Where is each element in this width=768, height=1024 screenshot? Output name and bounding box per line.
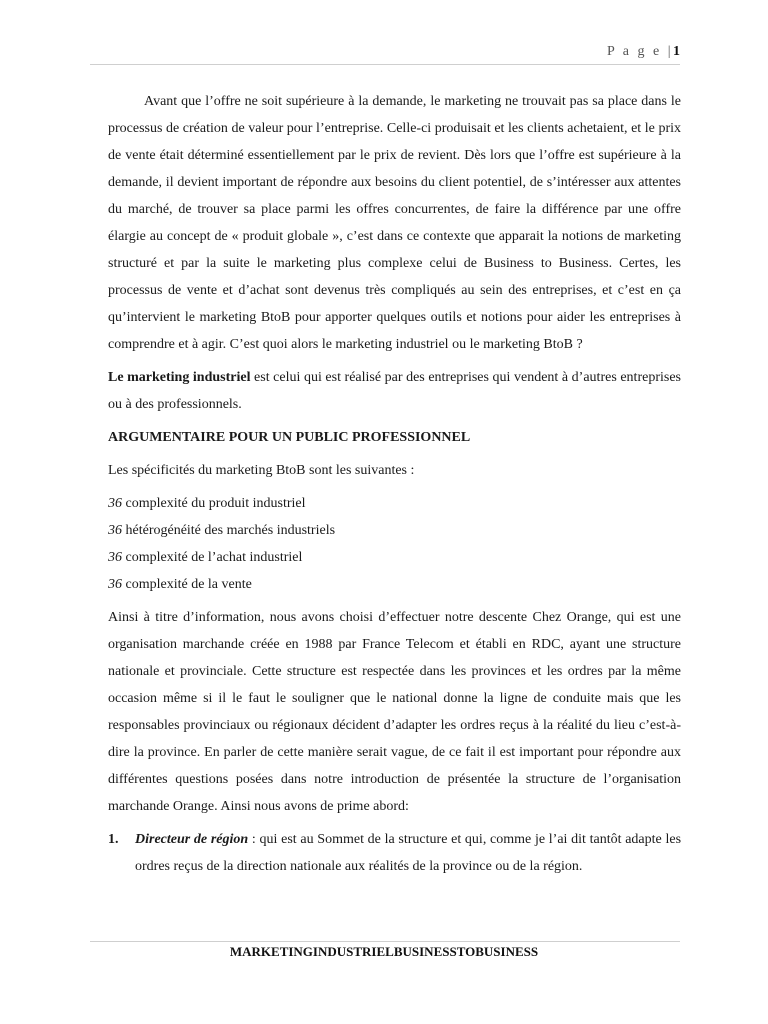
- page-footer: MARKETINGINDUSTRIELBUSINESSTOBUSINESS: [229, 944, 539, 959]
- footer-divider: [90, 941, 680, 942]
- definition-paragraph: [108, 364, 681, 418]
- list-item-text: hétérogénéité des marchés industriels: [122, 523, 336, 538]
- definition-text: est celui qui est réalisé par des entreprises qui vendent à d’autres entreprises ou à des professionnels.: [108, 370, 681, 412]
- document-body: [108, 88, 681, 880]
- specifics-intro: Les spécificités du marketing BtoB sont les suivantes :: [108, 463, 415, 478]
- list-item: [108, 571, 681, 598]
- page-header: [607, 44, 680, 60]
- orange-paragraph: Ainsi à titre d’information, nous avons choisi d’effectuer notre descente Chez Orange, qui est une organisation marchande créée en 1988 par France Telecom et établi en RDC, ayant une structure nationale et provinciale. Cette structure est respectée dans les provinces et les ordres par la même occasion même si il le faut le souligner que le national donne la ligne de conduite mais que les responsables provinciaux ou régionaux décident d’adapter les ordres reçus à la réalité du lieu c’est-à-dire la province. En parler de cette manière serait vague, de ce fait il est important pour répondre aux différentes questions posées dans notre introduction de présentée la structure de l’organisation marchande Orange. Ainsi nous avons de prime abord:: [108, 610, 681, 814]
- bullet-symbol: 36: [108, 496, 122, 511]
- page-label: P a g e |: [607, 44, 673, 59]
- list-item: [108, 544, 681, 571]
- intro-paragraph: Avant que l’offre ne soit supérieure à la demande, le marketing ne trouvait pas sa place dans le processus de création de valeur pour l’entreprise. Celle-ci produisait et les clients achetaient, et le prix de vente était déterminé essentiellement par le prix de revient. Dès lors que l’offre est supérieure à la demande, il devient important de répondre aux besoins du client potentiel, de s’intéresser aux attentes du marché, de trouver sa place parmi les offres concurrentes, de faire la différence par une offre élargie au concept de « produit globale », c’est dans ce contexte que apparait la notions de marketing structuré et par la suite le marketing plus complexe celui de Business to Business. Certes, les processus de vente et d’achat sont devenus très compliqués au sein des entreprises, et c’est en ça qu’intervient le marketing BtoB pour apporter quelques outils et notions pour aider les entreprises à comprendre et à agir. C’est quoi alors le marketing industriel ou le marketing BtoB ?: [108, 94, 681, 352]
- page-number: 1: [673, 44, 680, 59]
- list-item-text: complexité du produit industriel: [122, 496, 306, 511]
- definition-term: Le marketing industriel: [108, 370, 251, 385]
- bullet-symbol: 36: [108, 577, 122, 592]
- section-heading: ARGUMENTAIRE POUR UN PUBLIC PROFESSIONNEL: [108, 430, 471, 445]
- list-item-text: complexité de la vente: [122, 577, 252, 592]
- item-term: Directeur de région: [135, 832, 249, 847]
- list-item: [108, 517, 681, 544]
- specifics-list: [108, 490, 681, 598]
- header-divider: [90, 64, 680, 65]
- list-item-text: complexité de l’achat industriel: [122, 550, 303, 565]
- list-item: [108, 490, 681, 517]
- numbered-item: [108, 826, 681, 880]
- item-number: 1.: [108, 832, 119, 847]
- item-text: : qui est au Sommet de la structure et qui, comme je l’ai dit tantôt adapte les ordres reçus de la direction nationale aux réalités de la province ou de la région.: [135, 832, 682, 874]
- bullet-symbol: 36: [108, 523, 122, 538]
- bullet-symbol: 36: [108, 550, 122, 565]
- item-text-block: [135, 826, 681, 880]
